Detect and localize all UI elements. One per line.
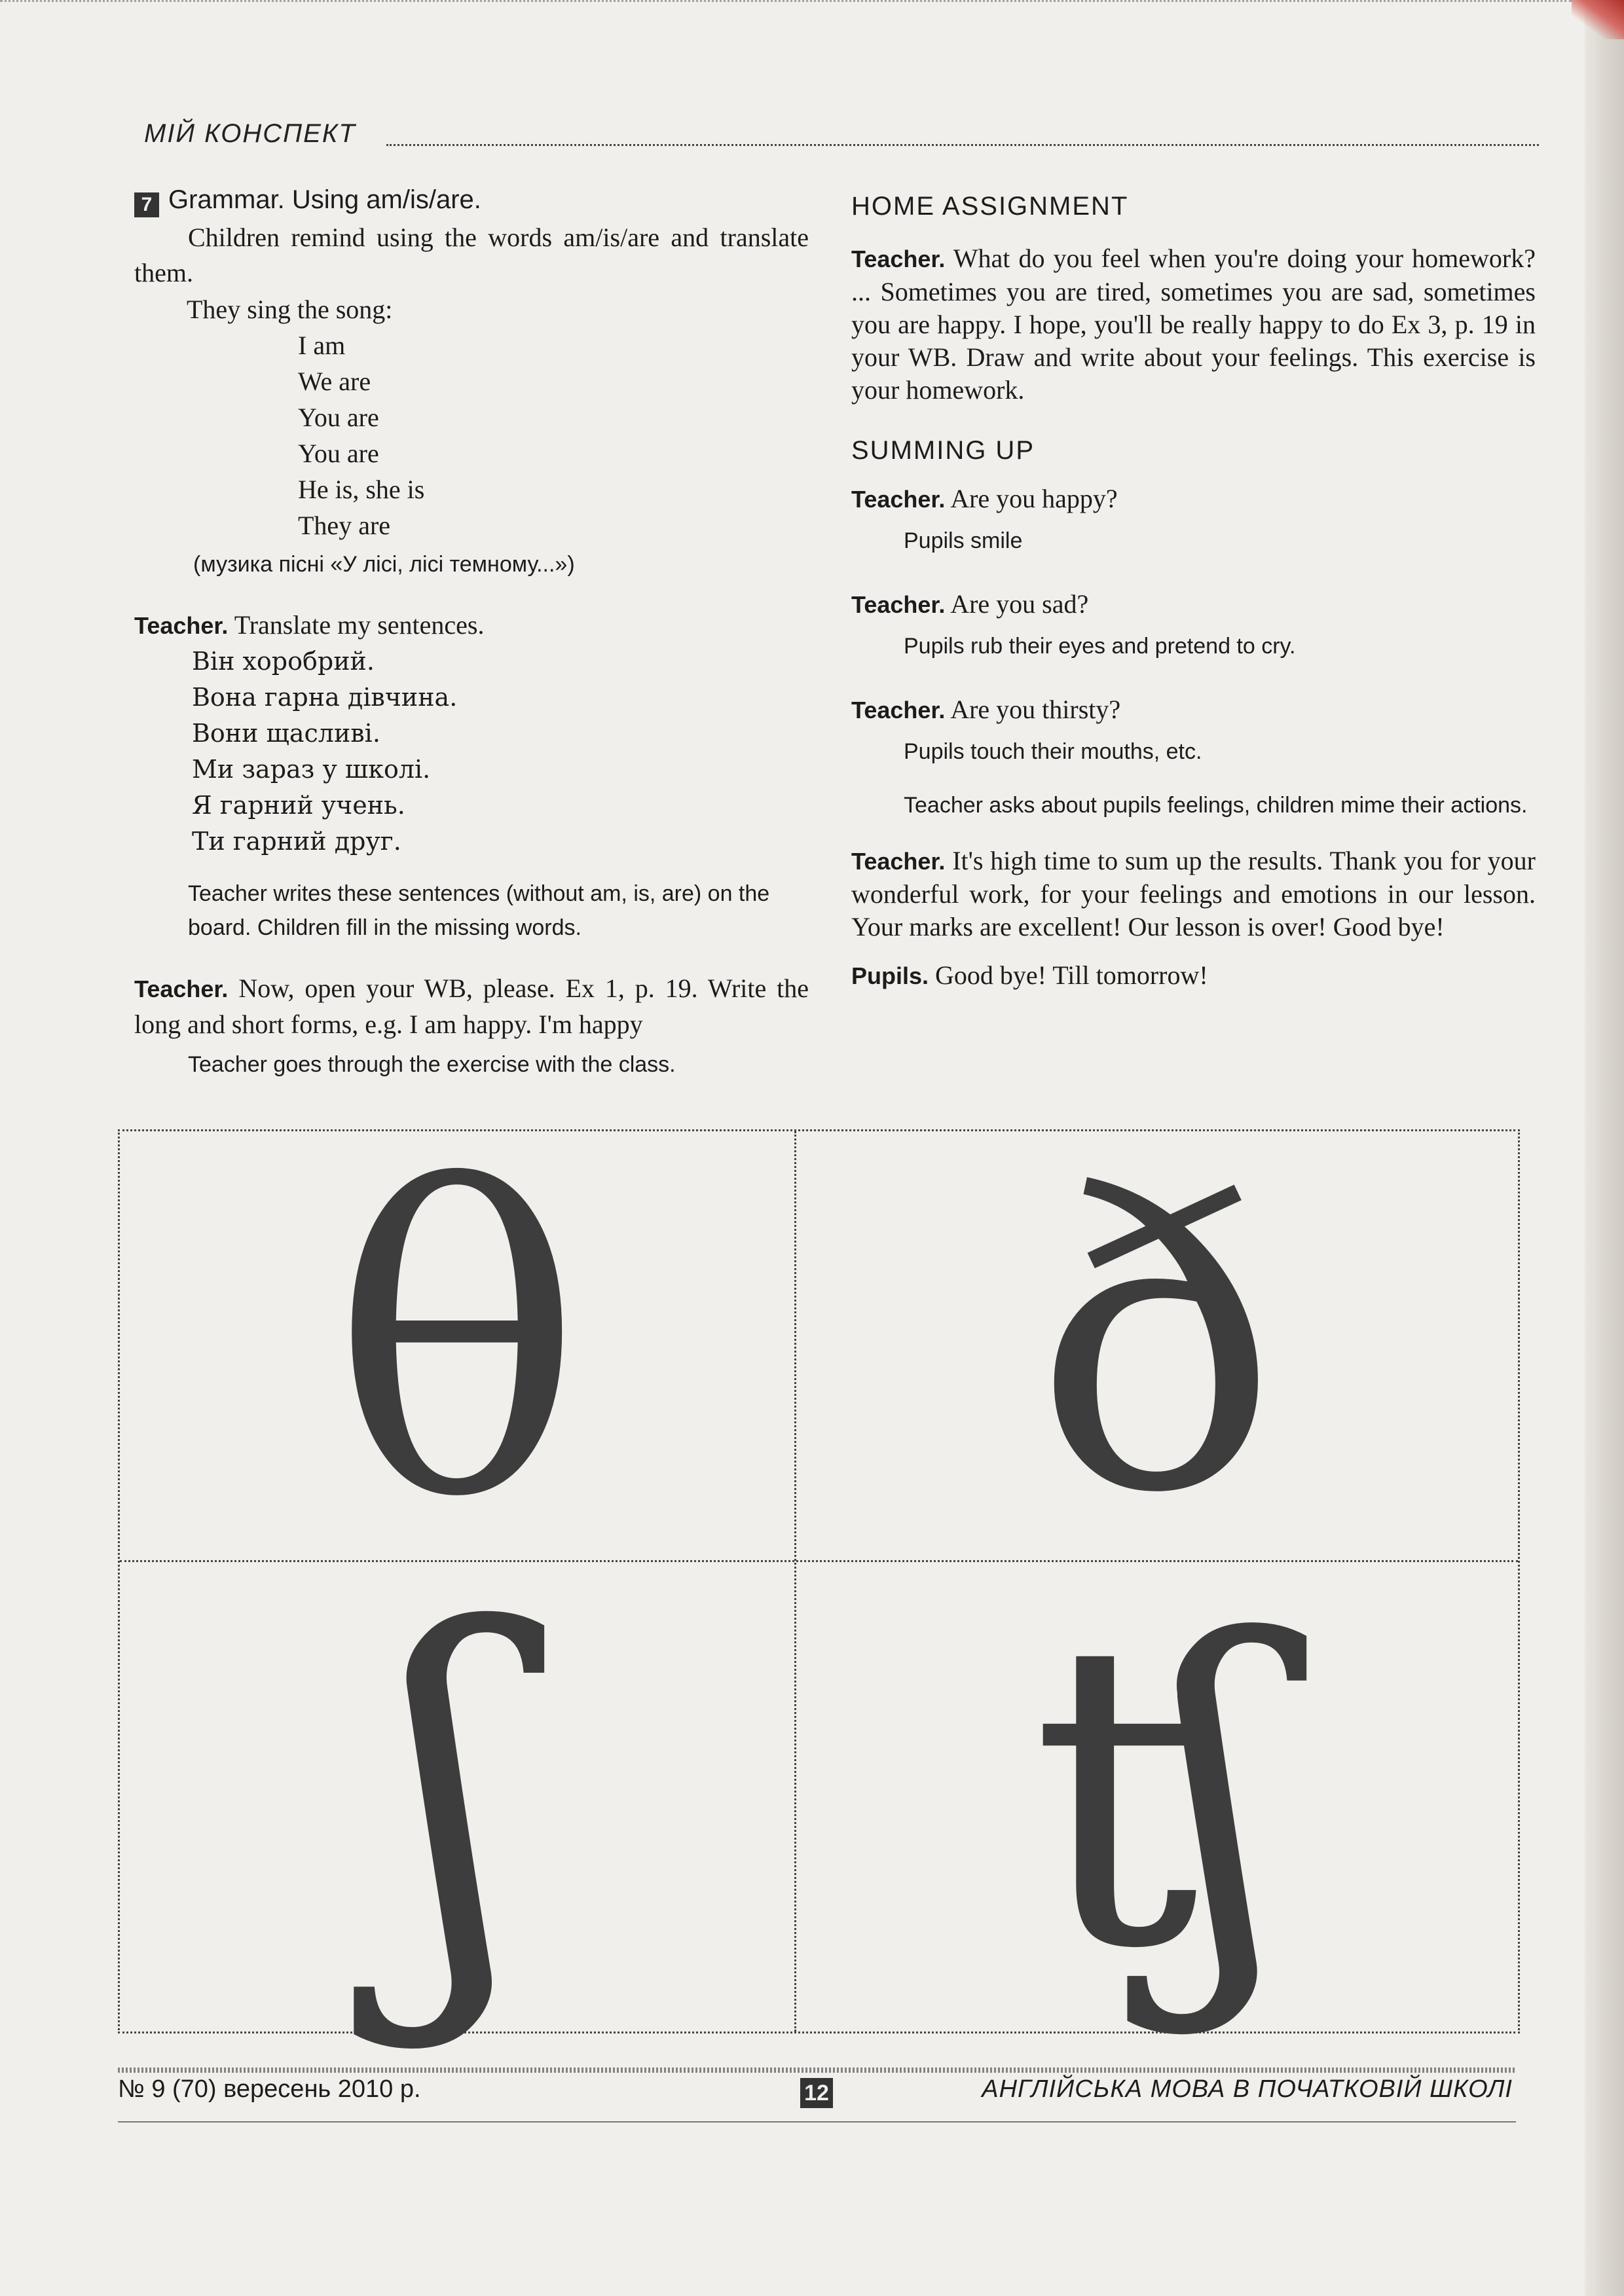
page-header bbox=[144, 118, 1539, 157]
ukr-sentence: Вони щасливі. bbox=[192, 719, 380, 748]
speaker-label: Teacher. bbox=[851, 486, 946, 513]
home-assignment-heading: HOME ASSIGNMENT bbox=[851, 192, 1129, 221]
phonetic-card-theta: θ bbox=[331, 1102, 583, 1590]
phonetic-cards-grid bbox=[118, 1102, 1520, 2055]
phonetic-card-tesh: ʧ bbox=[1031, 1552, 1282, 2040]
song-line: They are bbox=[298, 511, 391, 540]
footer-issue: № 9 (70) вересень 2010 р. bbox=[118, 2075, 421, 2103]
section-title: Grammar. Using am/is/are. bbox=[168, 185, 481, 214]
phonetic-card-esh: ʃ bbox=[396, 1537, 518, 2055]
sing-intro: They sing the song: bbox=[187, 295, 393, 324]
song-line: You are bbox=[298, 403, 379, 432]
pupil-action: Pupils touch their mouths, etc. bbox=[904, 739, 1202, 764]
section-number-icon: 7 bbox=[134, 192, 159, 217]
question-happy bbox=[851, 481, 1536, 517]
speaker-label: Pupils. bbox=[851, 962, 929, 989]
pupils-line: Good bye! Till tomorrow! bbox=[935, 960, 1208, 990]
song-line: He is, she is bbox=[298, 475, 425, 504]
teacher-line: Now, open your WB, please. Ex 1, p. 19. Write the long and short forms, e.g. I am happy. I'm happy bbox=[134, 974, 809, 1039]
ukr-sentence: Ми зараз у школі. bbox=[192, 755, 431, 784]
speaker-label: Teacher. bbox=[134, 612, 229, 639]
footer-rule bbox=[118, 2068, 1516, 2073]
header-title: МІЙ КОНСПЕКТ bbox=[144, 119, 356, 148]
ukr-sentence: Я гарний учень. bbox=[192, 791, 405, 820]
page-number: 12 bbox=[800, 2078, 833, 2108]
song-line: We are bbox=[298, 367, 371, 396]
section-heading bbox=[134, 182, 809, 217]
teacher-open-wb bbox=[134, 971, 809, 1042]
pupil-action: Pupils rub their eyes and pretend to cry. bbox=[904, 634, 1296, 659]
ukr-sentence: Ти гарний друг. bbox=[192, 827, 401, 856]
teacher-line: Are you sad? bbox=[950, 589, 1089, 619]
teacher-translate bbox=[134, 608, 809, 644]
right-column bbox=[851, 182, 1536, 994]
header-dotted-rule bbox=[386, 144, 1539, 146]
summing-up-heading: SUMMING UP bbox=[851, 436, 1035, 465]
scan-page-edge bbox=[1585, 0, 1624, 2296]
stage-note: Teacher goes through the exercise with the class. bbox=[188, 1052, 676, 1077]
teacher-line: It's high time to sum up the results. Thank you for your wonderful work, for your feelings and emotions in our lesson. Your marks are excellent! Our lesson is over! Good bye! bbox=[851, 846, 1536, 941]
song-line: I am bbox=[298, 331, 346, 360]
speaker-label: Teacher. bbox=[851, 697, 946, 723]
scan-red-corner bbox=[1572, 0, 1624, 39]
song-lines bbox=[134, 327, 809, 543]
left-column bbox=[134, 182, 809, 1082]
teacher-line: Translate my sentences. bbox=[234, 610, 485, 640]
phonetic-card-eth: ð bbox=[1033, 1110, 1279, 1582]
pupils-goodbye bbox=[851, 958, 1536, 994]
intro-paragraph: Children remind using the words am/is/are and translate them. bbox=[134, 223, 809, 287]
final-teacher-text bbox=[851, 845, 1536, 943]
ukrainian-sentences bbox=[134, 644, 809, 860]
scan-top-marks bbox=[0, 0, 1572, 14]
speaker-label: Teacher. bbox=[134, 975, 229, 1002]
teacher-line: Are you thirsty? bbox=[950, 695, 1121, 724]
song-line: You are bbox=[298, 439, 379, 468]
speaker-label: Teacher. bbox=[851, 246, 946, 272]
magazine-title: АНГЛІЙСЬКА МОВА В ПОЧАТКОВІЙ ШКОЛІ bbox=[982, 2075, 1513, 2103]
speaker-label: Teacher. bbox=[851, 591, 946, 618]
teacher-line: Are you happy? bbox=[950, 484, 1118, 513]
question-sad bbox=[851, 587, 1536, 623]
ukr-sentence: Він хоробрий. bbox=[192, 647, 375, 676]
song-note: (музика пісні «У лісі, лісі темному...») bbox=[193, 552, 575, 577]
home-assignment-text bbox=[851, 242, 1536, 407]
speaker-label: Teacher. bbox=[851, 848, 946, 875]
stage-note: Teacher writes these sentences (without am, is, are) on the board. Children fill in the missing words. bbox=[188, 881, 770, 940]
stage-note: Teacher asks about pupils feelings, children mime their actions. bbox=[904, 793, 1528, 818]
ukr-sentence: Вона гарна дівчина. bbox=[192, 683, 458, 712]
teacher-line: What do you feel when you're doing your homework? ... Sometimes you are tired, sometimes you are sad, sometimes you are happy. I hope, you'll be really happy to do Ex 3, p. 19 in your WB. Draw and write about your feelings. This exercise is your homework. bbox=[851, 244, 1536, 405]
footer-bottom-line bbox=[118, 2121, 1516, 2123]
pupil-action: Pupils smile bbox=[904, 528, 1023, 553]
question-thirsty bbox=[851, 692, 1536, 728]
